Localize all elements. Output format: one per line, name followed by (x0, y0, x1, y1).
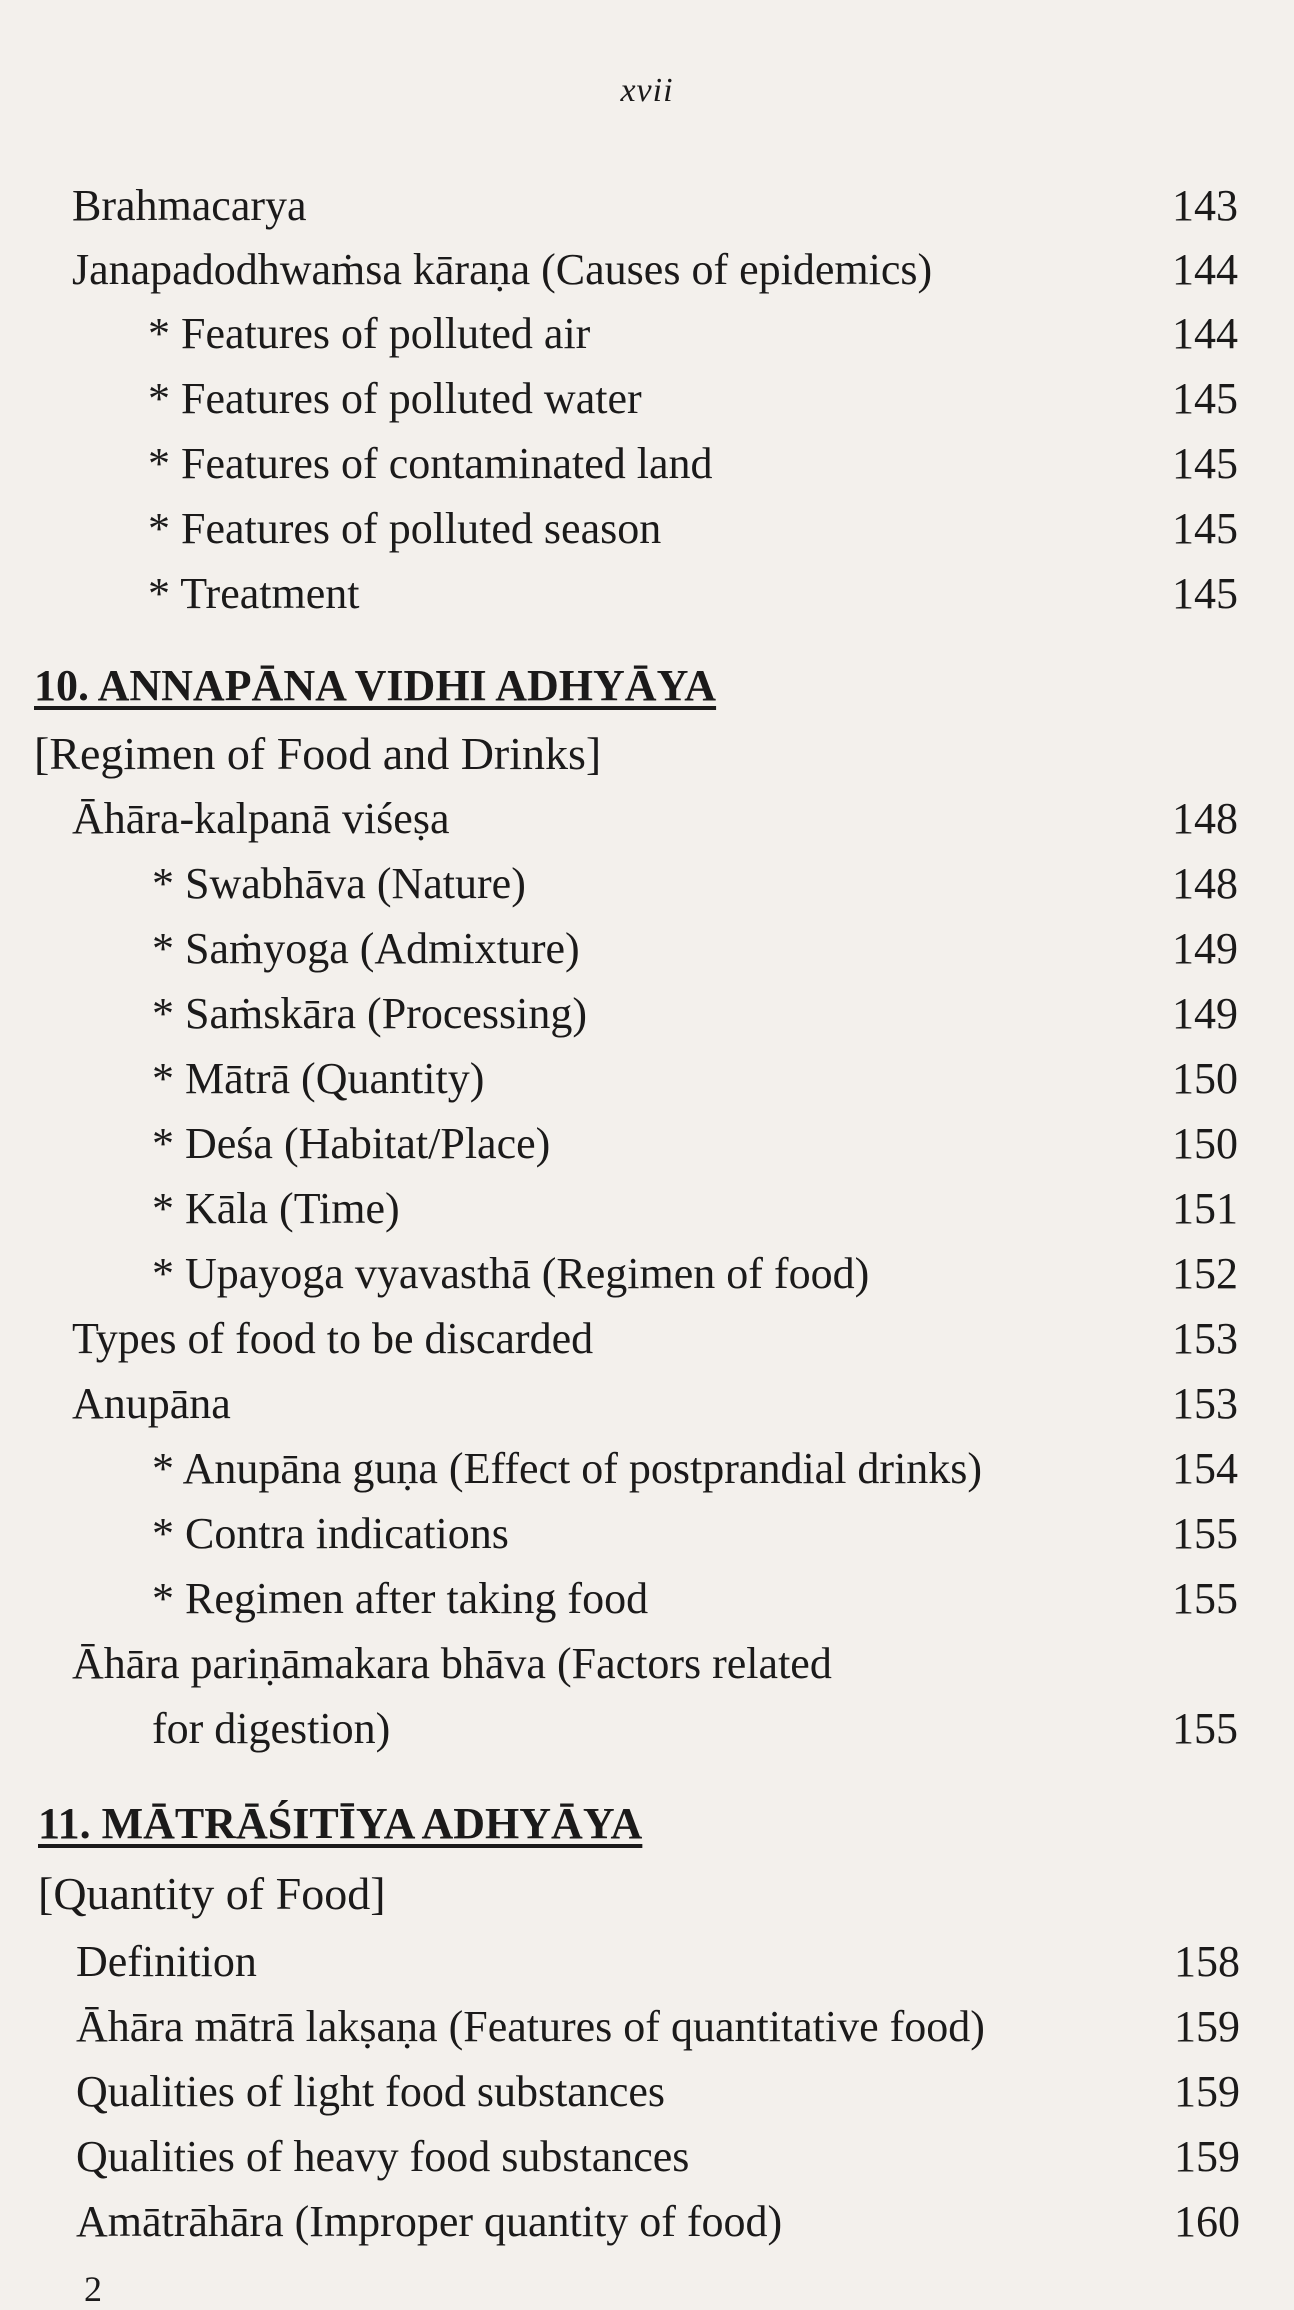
section-subtitle: [Quantity of Food] (38, 1868, 386, 1919)
toc-entry-text: Qualities of heavy food substances (76, 2132, 690, 2181)
toc-entry-text: * Anupāna guṇa (Effect of postprandial drinks) (152, 1444, 983, 1493)
toc-entry-text: * Features of polluted air (148, 309, 591, 358)
toc-entry-page: 150 (1172, 1054, 1238, 1103)
toc-entry-text: * Mātrā (Quantity) (152, 1054, 485, 1103)
toc-entry-page: 149 (1172, 924, 1238, 973)
toc-entry-text: Brahmacarya (72, 181, 307, 230)
toc-entry-text: * Kāla (Time) (152, 1184, 400, 1233)
toc-entry-page: 149 (1172, 989, 1238, 1038)
toc-entry-page: 158 (1174, 1937, 1240, 1986)
toc-entry-text: * Regimen after taking food (152, 1574, 649, 1623)
toc-entry-page: 152 (1172, 1249, 1238, 1298)
toc-entry-text: * Features of polluted water (148, 374, 642, 423)
toc-entry-page: 143 (1172, 181, 1238, 230)
toc-entry-page: 150 (1172, 1119, 1238, 1168)
toc-entry-page: 155 (1172, 1574, 1238, 1623)
toc-entry-text: * Saṁyoga (Admixture) (152, 924, 580, 973)
toc-entry-text: * Features of contaminated land (148, 439, 713, 488)
section-title: 11. MĀTRĀŚITĪYA ADHYĀYA (38, 1799, 643, 1848)
toc-entry-text: for digestion) (152, 1704, 391, 1753)
toc-entry-page: 144 (1172, 245, 1238, 294)
toc-entry-page: 145 (1172, 569, 1238, 618)
toc-entry-text: Qualities of light food substances (76, 2067, 666, 2116)
toc-entry-text: Janapadodhwaṁsa kāraṇa (Causes of epidemics) (72, 245, 933, 294)
page-numeral: xvii (620, 72, 674, 109)
toc-entry-page: 155 (1172, 1704, 1238, 1753)
toc-entry-page: 151 (1172, 1184, 1238, 1233)
toc-entry-page: 145 (1172, 439, 1238, 488)
toc-entry-text: Āhāra mātrā lakṣaṇa (Features of quantitative food) (76, 2002, 985, 2051)
toc-entry-text: * Contra indications (152, 1509, 509, 1558)
toc-entry-page: 148 (1172, 794, 1238, 843)
toc-entry-page: 145 (1172, 504, 1238, 553)
toc-entry-text: Āhāra pariṇāmakara bhāva (Factors related (72, 1639, 832, 1688)
toc-entry-text: * Upayoga vyavasthā (Regimen of food) (152, 1249, 870, 1298)
toc-entry-page: 154 (1172, 1444, 1238, 1493)
toc-entry-page: 145 (1172, 374, 1238, 423)
toc-entry-text: * Treatment (148, 569, 360, 618)
toc-entry-page: 153 (1172, 1379, 1238, 1428)
toc-entry-text: * Deśa (Habitat/Place) (152, 1119, 551, 1168)
toc-entry-page: 159 (1174, 2067, 1240, 2116)
toc-entry-page: 153 (1172, 1314, 1238, 1363)
section-subtitle: [Regimen of Food and Drinks] (34, 728, 602, 779)
signature-mark: 2 (84, 2269, 102, 2309)
toc-entry-page: 148 (1172, 859, 1238, 908)
toc-entry-page: 159 (1174, 2132, 1240, 2181)
section-title: 10. ANNAPĀNA VIDHI ADHYĀYA (34, 661, 717, 710)
toc-entry-text: * Swabhāva (Nature) (152, 859, 526, 908)
toc-entry-page: 155 (1172, 1509, 1238, 1558)
toc-entry-text: Amātrāhāra (Improper quantity of food) (76, 2197, 783, 2246)
toc-entry-text: * Saṁskāra (Processing) (152, 989, 588, 1038)
toc-entry-text: Anupāna (72, 1379, 231, 1428)
toc-entry-text: Types of food to be discarded (72, 1314, 594, 1363)
toc-entry-page: 160 (1174, 2197, 1240, 2246)
toc-entry-text: Āhāra-kalpanā viśeṣa (72, 794, 450, 843)
toc-entry-text: Definition (76, 1937, 257, 1986)
toc-entry-page: 144 (1172, 309, 1238, 358)
toc-entry-page: 159 (1174, 2002, 1240, 2051)
toc-entry-text: * Features of polluted season (148, 504, 662, 553)
